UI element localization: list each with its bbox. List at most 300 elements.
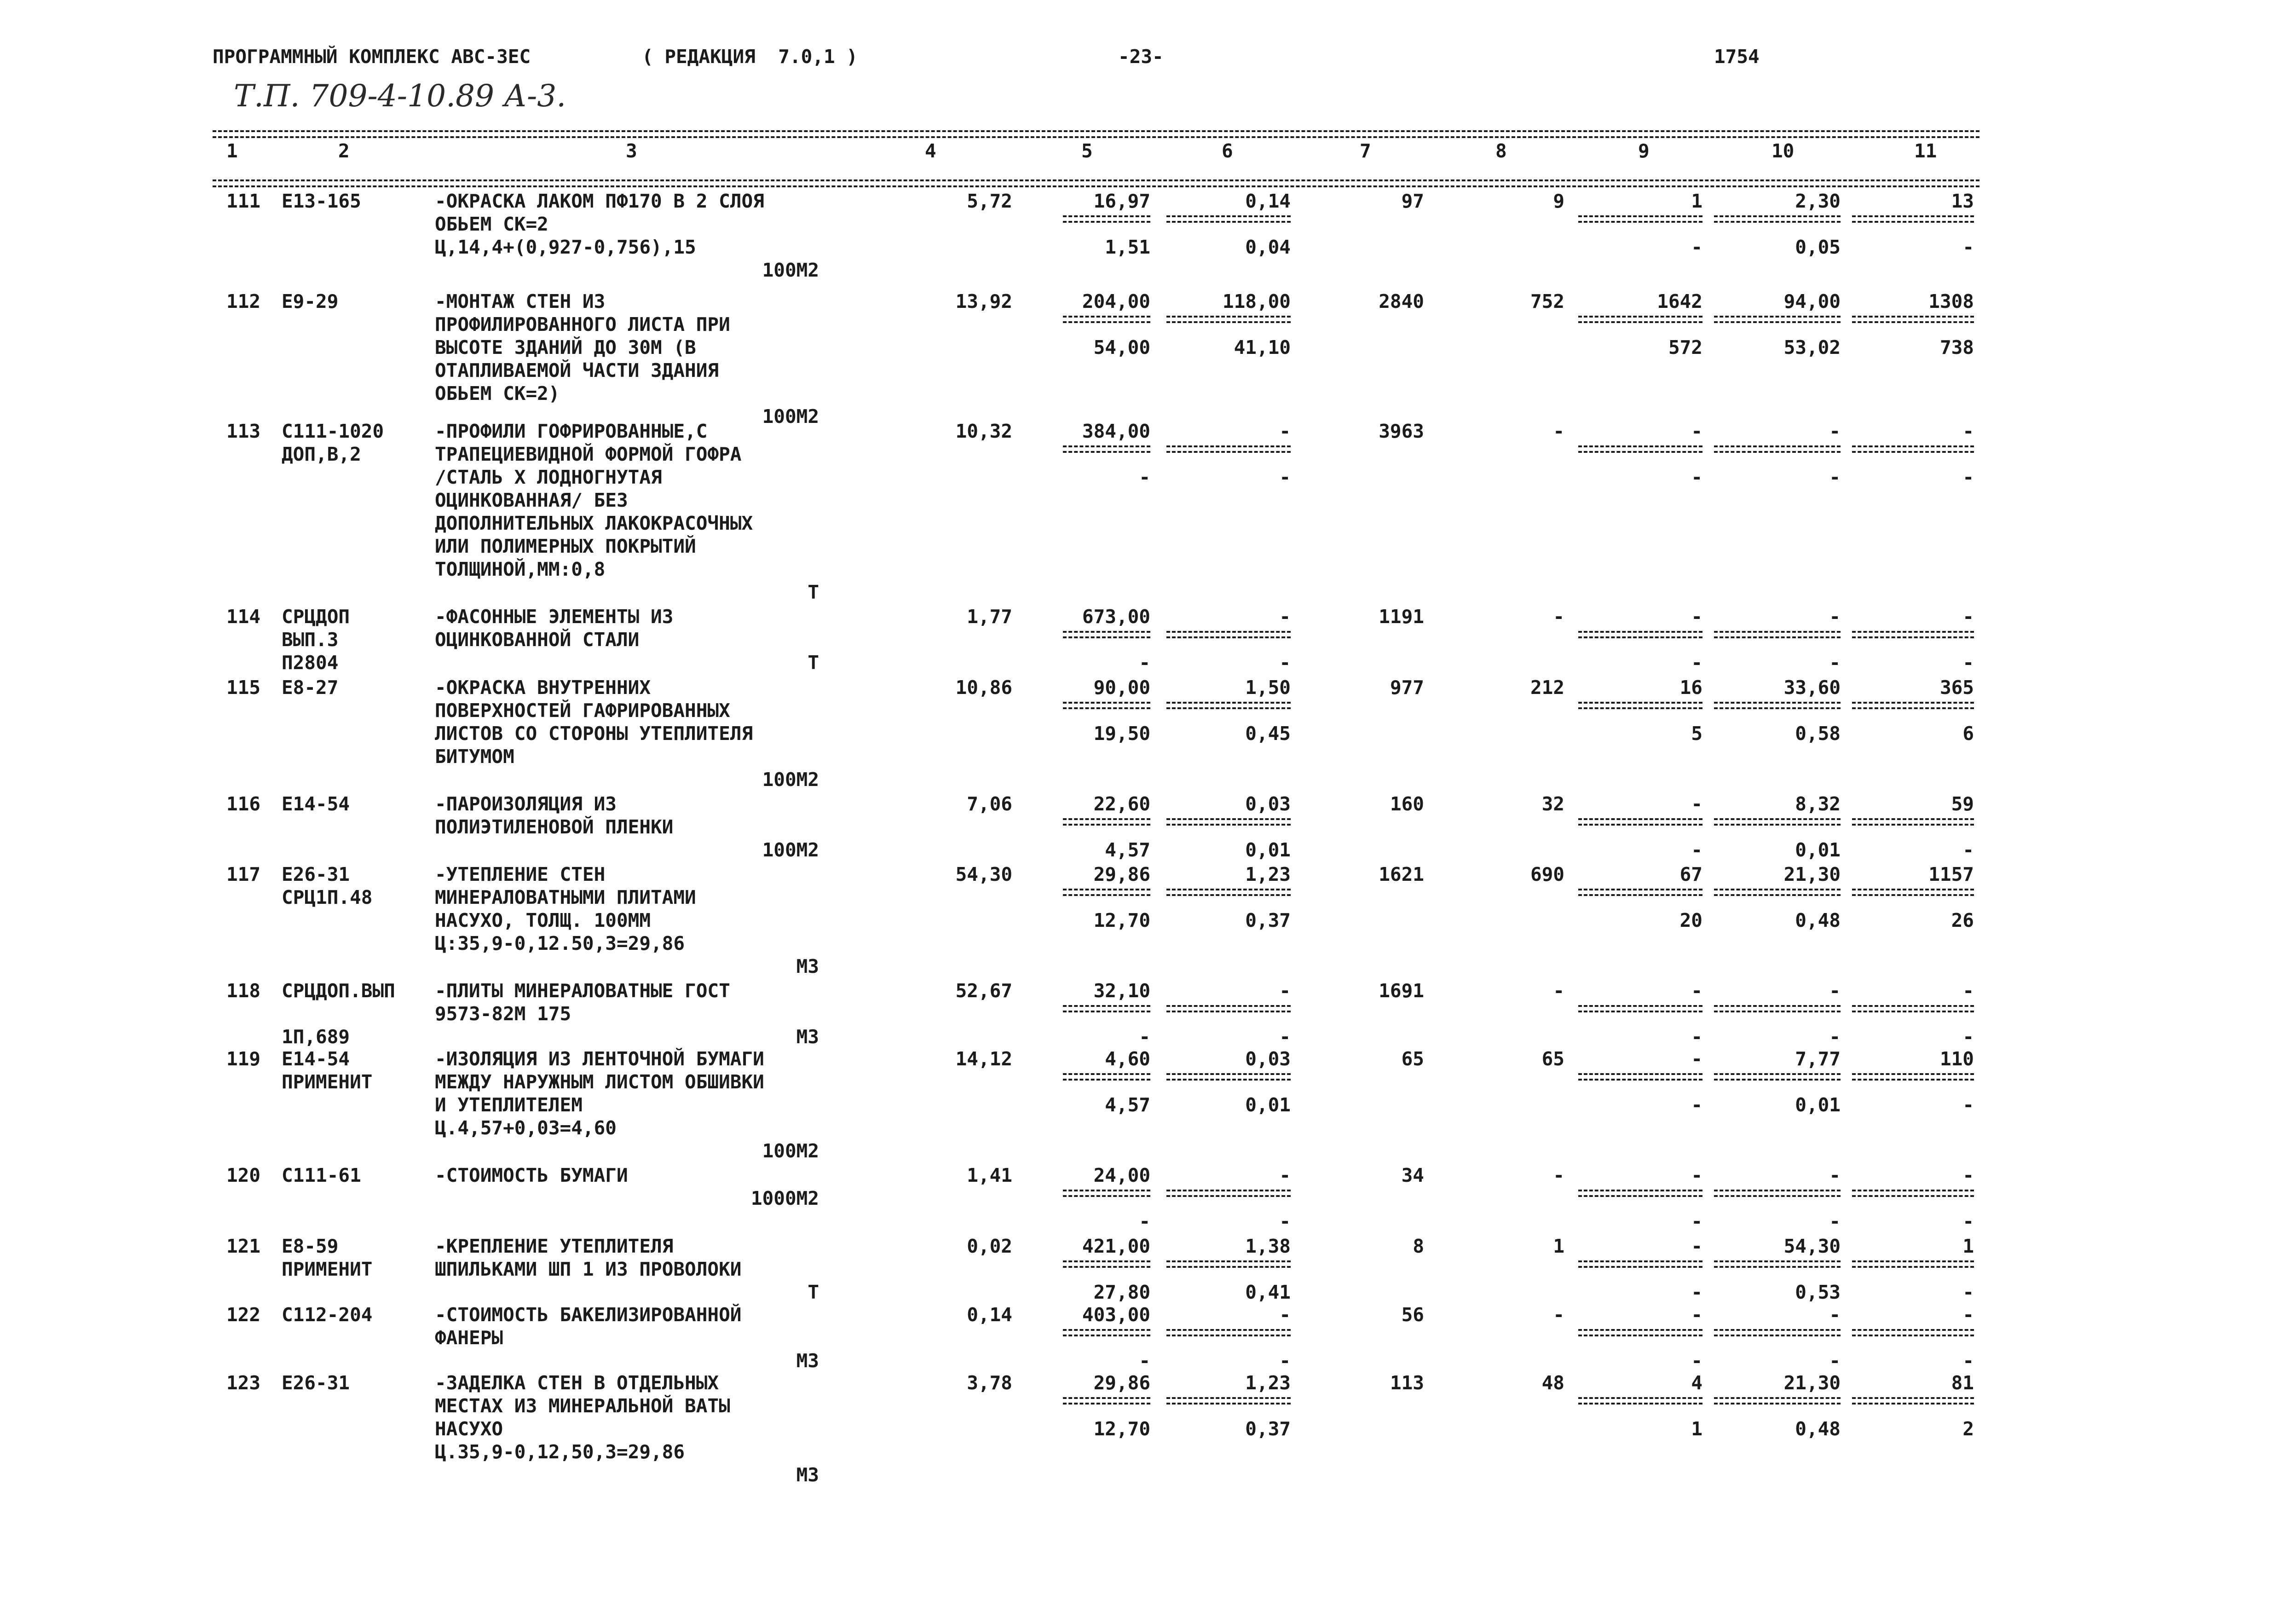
fraction-rule [1578, 1329, 1702, 1331]
row-number: 113 [226, 420, 261, 442]
fraction-rule [1714, 1190, 1841, 1191]
unit-of-measure: 100М2 [762, 405, 819, 428]
row-number: 120 [226, 1164, 261, 1186]
item-code: Е9-29 [282, 290, 339, 312]
value-c11-top: 81 [1951, 1372, 1974, 1394]
fraction-rule [1578, 1266, 1702, 1268]
fraction-rule [1714, 221, 1841, 223]
work-description: ОТАПЛИВАЕМОЙ ЧАСТИ ЗДАНИЯ [435, 359, 719, 381]
value-c8: 32 [1541, 793, 1564, 815]
column-number-3: 3 [626, 140, 637, 162]
fraction-rule [1166, 636, 1291, 638]
fraction-rule [1166, 316, 1291, 318]
value-c8: - [1553, 980, 1564, 1002]
work-description: МИНЕРАЛОВАТНЫМИ ПЛИТАМИ [435, 886, 696, 908]
fraction-rule [1578, 316, 1702, 318]
value-c9-top: - [1691, 1048, 1702, 1070]
value-c5-top: 421,00 [1082, 1235, 1150, 1257]
work-description: -ПРОФИЛИ ГОФРИРОВАННЫЕ,С [435, 420, 708, 442]
item-code: Е13-165 [282, 190, 361, 212]
fraction-rule [1578, 1397, 1702, 1399]
item-code: С112-204 [282, 1304, 373, 1326]
fraction-rule [1852, 451, 1974, 453]
work-description: ПОЛИЭТИЛЕНОВОЙ ПЛЕНКИ [435, 816, 674, 838]
fraction-rule [1852, 1005, 1974, 1007]
value-c5-top: 16,97 [1093, 190, 1150, 212]
work-description: ТРАПЕЦИЕВИДНОЙ ФОРМОЙ ГОФРА [435, 443, 742, 465]
fraction-rule [1714, 1329, 1841, 1331]
work-description: -УТЕПЛЕНИЕ СТЕН [435, 863, 606, 885]
value-c5-bottom: 1,51 [1105, 236, 1150, 258]
fraction-rule [1852, 1260, 1974, 1262]
work-description: -КРЕПЛЕНИЕ УТЕПЛИТЕЛЯ [435, 1235, 674, 1257]
value-c9-top: - [1691, 1304, 1702, 1326]
value-c9-bottom: - [1691, 1281, 1702, 1303]
value-c5-top: 32,10 [1093, 980, 1150, 1002]
fraction-rule [1578, 215, 1702, 217]
fraction-rule [1578, 1403, 1702, 1404]
fraction-rule [1166, 702, 1291, 704]
row-number: 116 [226, 793, 261, 815]
value-c10-bottom: 0,48 [1795, 909, 1841, 931]
fraction-rule [1852, 1190, 1974, 1191]
value-c9-bottom: - [1691, 1094, 1702, 1116]
value-c10-bottom: - [1829, 1350, 1841, 1372]
value-c6-top: 0,03 [1245, 1048, 1291, 1070]
row-number: 118 [226, 980, 261, 1002]
work-description: Ц:35,9-0,12.50,3=29,86 [435, 932, 685, 954]
value-c10-top: 21,30 [1783, 1372, 1841, 1394]
value-c11-bottom: 26 [1951, 909, 1974, 931]
item-code: Е26-31 [282, 1372, 350, 1394]
item-code: Е26-31 [282, 863, 350, 885]
fraction-rule [1578, 1335, 1702, 1336]
fraction-rule [1714, 1011, 1841, 1012]
value-c10-bottom: - [1829, 652, 1841, 674]
value-c5-top: 384,00 [1082, 420, 1150, 442]
value-c7: 2840 [1379, 290, 1424, 312]
work-description: Ц.35,9-0,12,50,3=29,86 [435, 1441, 685, 1463]
fraction-rule [1578, 221, 1702, 223]
row-number: 112 [226, 290, 261, 312]
fraction-rule [1714, 824, 1841, 826]
value-c5-top: 29,86 [1093, 863, 1150, 885]
value-c9-bottom: - [1691, 466, 1702, 488]
value-c6-bottom: - [1279, 1026, 1291, 1048]
fraction-rule [1852, 321, 1974, 323]
item-code: П2804 [282, 652, 339, 674]
item-code: Е14-54 [282, 1048, 350, 1070]
value-c10-top: 7,77 [1795, 1048, 1841, 1070]
fraction-rule [1166, 1403, 1291, 1404]
header-bottom-rule [213, 179, 1979, 181]
fraction-rule [1714, 316, 1841, 318]
work-description: Ц,14,4+(0,927-0,756),15 [435, 236, 696, 258]
fraction-rule [1063, 1005, 1150, 1007]
value-c10-top: - [1829, 980, 1841, 1002]
value-c4: 0,02 [967, 1235, 1012, 1257]
value-c9-top: 1642 [1657, 290, 1702, 312]
fraction-rule [1852, 1079, 1974, 1081]
value-c8: - [1553, 606, 1564, 628]
work-description: -ПАРОИЗОЛЯЦИЯ ИЗ [435, 793, 617, 815]
fraction-rule [1714, 707, 1841, 709]
item-code: С111-61 [282, 1164, 361, 1186]
item-code: СРЦДОП [282, 606, 350, 628]
value-c11-bottom: 6 [1962, 722, 1974, 745]
fraction-rule [1063, 824, 1150, 826]
value-c5-bottom: 27,80 [1093, 1281, 1150, 1303]
value-c5-top: 22,60 [1093, 793, 1150, 815]
fraction-rule [1063, 894, 1150, 896]
work-description: ОЦИНКОВАННОЙ СТАЛИ [435, 629, 640, 651]
work-description: ВЫСОТЕ ЗДАНИЙ ДО 30М (В [435, 336, 696, 358]
fraction-rule [1063, 221, 1150, 223]
fraction-rule [1852, 316, 1974, 318]
fraction-rule [1063, 1195, 1150, 1197]
value-c9-top: - [1691, 980, 1702, 1002]
value-c5-bottom: - [1139, 466, 1150, 488]
value-c5-bottom: 12,70 [1093, 1418, 1150, 1440]
work-description: -МОНТАЖ СТЕН ИЗ [435, 290, 606, 312]
value-c11-bottom: - [1962, 1210, 1974, 1232]
value-c6-bottom: 0,01 [1245, 839, 1291, 861]
value-c6-top: - [1279, 606, 1291, 628]
work-description: НАСУХО [435, 1418, 503, 1440]
program-title: ПРОГРАММНЫЙ КОМПЛЕКС АВС-3ЕС [213, 46, 531, 68]
unit-of-measure: М3 [796, 1350, 819, 1372]
value-c9-bottom: - [1691, 1026, 1702, 1048]
fraction-rule [1166, 894, 1291, 896]
fraction-rule [1063, 631, 1150, 633]
value-c8: 9 [1553, 190, 1564, 212]
fraction-rule [1063, 1397, 1150, 1399]
value-c7: 65 [1401, 1048, 1424, 1070]
value-c9-top: 1 [1691, 190, 1702, 212]
unit-of-measure: 100М2 [762, 839, 819, 861]
value-c5-top: 673,00 [1082, 606, 1150, 628]
fraction-rule [1166, 1260, 1291, 1262]
fraction-rule [1852, 1195, 1974, 1197]
value-c11-top: - [1962, 1304, 1974, 1326]
fraction-rule [1063, 1260, 1150, 1262]
value-c5-bottom: 4,57 [1105, 839, 1150, 861]
fraction-rule [1578, 818, 1702, 820]
value-c9-bottom: - [1691, 839, 1702, 861]
value-c7: 1191 [1379, 606, 1424, 628]
work-description: -ЗАДЕЛКА СТЕН В ОТДЕЛЬНЫХ [435, 1372, 719, 1394]
unit-of-measure: М3 [796, 1026, 819, 1048]
value-c6-top: 1,38 [1245, 1235, 1291, 1257]
fraction-rule [1714, 889, 1841, 890]
value-c4: 7,06 [967, 793, 1012, 815]
value-c5-top: 90,00 [1093, 676, 1150, 699]
value-c7: 1621 [1379, 863, 1424, 885]
item-code: ПРИМЕНИТ [282, 1071, 373, 1093]
value-c8: 1 [1553, 1235, 1564, 1257]
value-c8: - [1553, 1304, 1564, 1326]
value-c10-top: 2,30 [1795, 190, 1841, 212]
fraction-rule [1166, 1073, 1291, 1075]
work-description: -СТОИМОСТЬ БУМАГИ [435, 1164, 628, 1186]
unit-of-measure: Т [808, 652, 819, 674]
value-c9-top: 16 [1679, 676, 1702, 699]
value-c4: 1,41 [967, 1164, 1012, 1186]
fraction-rule [1063, 1190, 1150, 1191]
value-c6-top: 0,14 [1245, 190, 1291, 212]
unit-of-measure: Т [808, 581, 819, 603]
item-code: Е8-59 [282, 1235, 339, 1257]
value-c5-bottom: - [1139, 1026, 1150, 1048]
value-c10-bottom: 0,01 [1795, 1094, 1841, 1116]
value-c6-top: - [1279, 1304, 1291, 1326]
fraction-rule [1063, 451, 1150, 453]
item-code: СРЦ1П.48 [282, 886, 373, 908]
fraction-rule [1714, 636, 1841, 638]
column-number-7: 7 [1360, 140, 1371, 162]
fraction-rule [1166, 1329, 1291, 1331]
fraction-rule [1578, 1073, 1702, 1075]
value-c6-top: - [1279, 1164, 1291, 1186]
fraction-rule [1063, 1011, 1150, 1012]
fraction-rule [1166, 1190, 1291, 1191]
fraction-rule [1852, 1011, 1974, 1012]
fraction-rule [1166, 1335, 1291, 1336]
item-code: Е14-54 [282, 793, 350, 815]
value-c5-bottom: - [1139, 1350, 1150, 1372]
value-c7: 34 [1401, 1164, 1424, 1186]
fraction-rule [1578, 1195, 1702, 1197]
value-c9-bottom: 1 [1691, 1418, 1702, 1440]
work-description: ДОПОЛНИТЕЛЬНЫХ ЛАКОКРАСОЧНЫХ [435, 512, 753, 534]
fraction-rule [1714, 818, 1841, 820]
value-c11-top: 59 [1951, 793, 1974, 815]
value-c5-top: 4,60 [1105, 1048, 1150, 1070]
work-description: БИТУМОМ [435, 746, 514, 768]
fraction-rule [1166, 1397, 1291, 1399]
value-c10-bottom: 0,05 [1795, 236, 1841, 258]
item-code: ПРИМЕНИТ [282, 1258, 373, 1280]
value-c9-top: - [1691, 420, 1702, 442]
value-c10-bottom: 0,58 [1795, 722, 1841, 745]
value-c6-top: 1,23 [1245, 863, 1291, 885]
fraction-rule [1852, 894, 1974, 896]
row-number: 117 [226, 863, 261, 885]
fraction-rule [1714, 1397, 1841, 1399]
row-number: 122 [226, 1304, 261, 1326]
work-description: -ИЗОЛЯЦИЯ ИЗ ЛЕНТОЧНОЙ БУМАГИ [435, 1048, 764, 1070]
value-c6-bottom: - [1279, 1350, 1291, 1372]
column-number-8: 8 [1495, 140, 1507, 162]
column-number-6: 6 [1222, 140, 1233, 162]
header-bottom-rule-2 [213, 185, 1979, 187]
value-c9-bottom: 5 [1691, 722, 1702, 745]
value-c11-bottom: - [1962, 1350, 1974, 1372]
fraction-rule [1714, 894, 1841, 896]
fraction-rule [1852, 1266, 1974, 1268]
work-description: 9573-82М 175 [435, 1003, 571, 1025]
value-c9-bottom: - [1691, 236, 1702, 258]
row-number: 123 [226, 1372, 261, 1394]
fraction-rule [1852, 818, 1974, 820]
value-c7: 977 [1390, 676, 1424, 699]
value-c10-top: - [1829, 606, 1841, 628]
work-description: МЕЖДУ НАРУЖНЫМ ЛИСТОМ ОБШИВКИ [435, 1071, 764, 1093]
value-c4: 1,77 [967, 606, 1012, 628]
value-c8: 65 [1541, 1048, 1564, 1070]
fraction-rule [1852, 445, 1974, 447]
value-c4: 5,72 [967, 190, 1012, 212]
fraction-rule [1063, 215, 1150, 217]
value-c4: 14,12 [955, 1048, 1012, 1070]
fraction-rule [1166, 889, 1291, 890]
value-c5-bottom: 12,70 [1093, 909, 1150, 931]
value-c8: 212 [1530, 676, 1564, 699]
value-c5-top: 204,00 [1082, 290, 1150, 312]
page-number: -23- [1118, 46, 1164, 68]
fraction-rule [1578, 824, 1702, 826]
item-code: Е8-27 [282, 676, 339, 699]
fraction-rule [1578, 889, 1702, 890]
fraction-rule [1852, 1073, 1974, 1075]
value-c11-top: 1 [1962, 1235, 1974, 1257]
value-c9-bottom: - [1691, 1350, 1702, 1372]
value-c4: 10,32 [955, 420, 1012, 442]
value-c7: 97 [1401, 190, 1424, 212]
fraction-rule [1063, 818, 1150, 820]
fraction-rule [1852, 1335, 1974, 1336]
value-c11-top: - [1962, 980, 1974, 1002]
value-c10-bottom: 0,53 [1795, 1281, 1841, 1303]
fraction-rule [1578, 1011, 1702, 1012]
unit-of-measure: 1000М2 [750, 1187, 819, 1209]
fraction-rule [1063, 1079, 1150, 1081]
fraction-rule [1063, 445, 1150, 447]
value-c9-top: - [1691, 606, 1702, 628]
value-c5-bottom: 4,57 [1105, 1094, 1150, 1116]
value-c10-top: - [1829, 420, 1841, 442]
table-top-rule-2 [213, 136, 1979, 138]
value-c4: 54,30 [955, 863, 1012, 885]
fraction-rule [1166, 1079, 1291, 1081]
fraction-rule [1578, 631, 1702, 633]
value-c4: 10,86 [955, 676, 1012, 699]
value-c11-bottom: - [1962, 236, 1974, 258]
fraction-rule [1714, 451, 1841, 453]
work-description: ФАНЕРЫ [435, 1327, 503, 1349]
fraction-rule [1063, 889, 1150, 890]
item-code: 1П,689 [282, 1026, 350, 1048]
item-code: ДОП,В,2 [282, 443, 361, 465]
value-c6-top: 1,50 [1245, 676, 1291, 699]
fraction-rule [1578, 1190, 1702, 1191]
fraction-rule [1063, 1335, 1150, 1336]
sheet-number: 1754 [1714, 46, 1760, 68]
value-c10-bottom: - [1829, 1210, 1841, 1232]
fraction-rule [1166, 215, 1291, 217]
fraction-rule [1714, 321, 1841, 323]
work-description: НАСУХО, ТОЛЩ. 100ММ [435, 909, 651, 931]
value-c9-bottom: 572 [1668, 336, 1702, 358]
value-c6-bottom: 0,45 [1245, 722, 1291, 745]
value-c7: 160 [1390, 793, 1424, 815]
fraction-rule [1714, 215, 1841, 217]
fraction-rule [1578, 1079, 1702, 1081]
row-number: 121 [226, 1235, 261, 1257]
work-description: -ПЛИТЫ МИНЕРАЛОВАТНЫЕ ГОСТ [435, 980, 730, 1002]
value-c6-bottom: 0,01 [1245, 1094, 1291, 1116]
value-c11-top: - [1962, 606, 1974, 628]
value-c6-bottom: 0,37 [1245, 1418, 1291, 1440]
value-c6-bottom: - [1279, 652, 1291, 674]
fraction-rule [1852, 1329, 1974, 1331]
unit-of-measure: 100М2 [762, 259, 819, 281]
work-description: ЛИСТОВ СО СТОРОНЫ УТЕПЛИТЕЛЯ [435, 722, 753, 745]
fraction-rule [1578, 451, 1702, 453]
value-c10-top: 94,00 [1783, 290, 1841, 312]
value-c6-top: 1,23 [1245, 1372, 1291, 1394]
fraction-rule [1166, 1005, 1291, 1007]
fraction-rule [1852, 889, 1974, 890]
value-c9-bottom: - [1691, 1210, 1702, 1232]
value-c5-bottom: 19,50 [1093, 722, 1150, 745]
work-description: ПОВЕРХНОСТЕЙ ГАФРИРОВАННЫХ [435, 699, 730, 722]
fraction-rule [1714, 1403, 1841, 1404]
item-code: СРЦДОП.ВЫП [282, 980, 395, 1002]
value-c11-bottom: - [1962, 839, 1974, 861]
fraction-rule [1852, 1397, 1974, 1399]
work-description: ОБЬЕМ СК=2 [435, 213, 548, 235]
fraction-rule [1714, 445, 1841, 447]
work-description: ПРОФИЛИРОВАННОГО ЛИСТА ПРИ [435, 313, 730, 335]
value-c8: - [1553, 420, 1564, 442]
value-c5-top: 29,86 [1093, 1372, 1150, 1394]
fraction-rule [1063, 321, 1150, 323]
value-c6-top: 118,00 [1222, 290, 1291, 312]
value-c6-top: 0,03 [1245, 793, 1291, 815]
value-c10-top: 54,30 [1783, 1235, 1841, 1257]
unit-of-measure: М3 [796, 955, 819, 977]
fraction-rule [1166, 631, 1291, 633]
value-c4: 13,92 [955, 290, 1012, 312]
value-c7: 56 [1401, 1304, 1424, 1326]
column-number-2: 2 [338, 140, 350, 162]
value-c11-top: 13 [1951, 190, 1974, 212]
value-c11-bottom: - [1962, 466, 1974, 488]
fraction-rule [1578, 1005, 1702, 1007]
value-c10-top: 8,32 [1795, 793, 1841, 815]
fraction-rule [1714, 1195, 1841, 1197]
work-description: -ФАСОННЫЕ ЭЛЕМЕНТЫ ИЗ [435, 606, 674, 628]
work-description: -СТОИМОСТЬ БАКЕЛИЗИРОВАННОЙ [435, 1304, 742, 1326]
value-c9-bottom: 20 [1679, 909, 1702, 931]
fraction-rule [1063, 1329, 1150, 1331]
value-c4: 0,14 [967, 1304, 1012, 1326]
fraction-rule [1714, 1079, 1841, 1081]
value-c4: 3,78 [967, 1372, 1012, 1394]
fraction-rule [1714, 1335, 1841, 1336]
fraction-rule [1166, 707, 1291, 709]
fraction-rule [1578, 636, 1702, 638]
value-c11-bottom: - [1962, 652, 1974, 674]
value-c10-bottom: 0,01 [1795, 839, 1841, 861]
column-number-5: 5 [1081, 140, 1093, 162]
fraction-rule [1063, 702, 1150, 704]
column-number-4: 4 [925, 140, 936, 162]
value-c11-bottom: 738 [1939, 336, 1974, 358]
value-c6-bottom: 0,04 [1245, 236, 1291, 258]
fraction-rule [1578, 894, 1702, 896]
